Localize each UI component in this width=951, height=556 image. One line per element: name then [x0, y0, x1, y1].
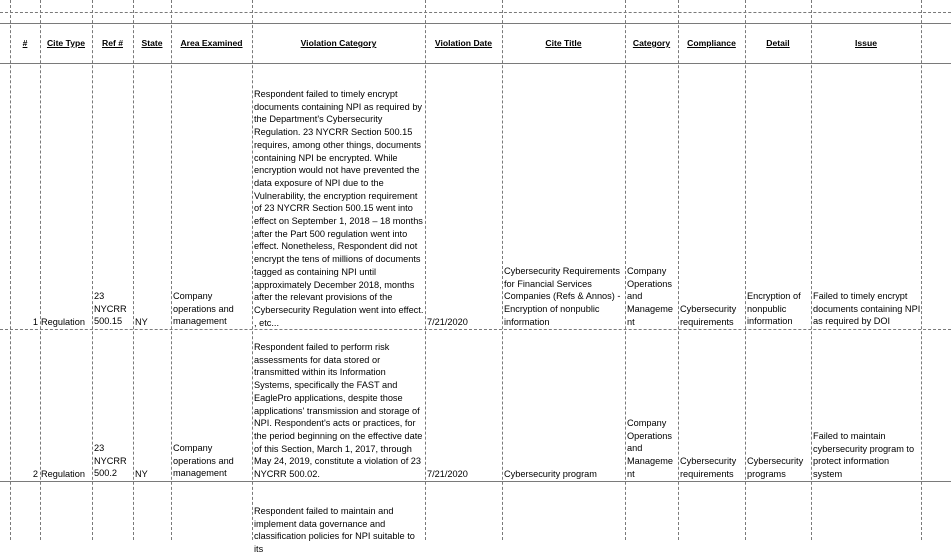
cell-line: for Financial Services — [504, 278, 592, 289]
cell-line: Cybersecurity Regulation went into effect. — [254, 304, 424, 315]
cell-line: effect on September 1, 2018 – 18 months — [254, 216, 423, 227]
cell-line: Failed to timely encrypt — [813, 291, 908, 301]
cell-compliance[interactable] — [680, 455, 745, 480]
column-border — [10, 0, 11, 540]
cell-num[interactable]: 2 — [32, 469, 38, 479]
cell-line: encrypt the tens of millions of documents — [254, 254, 421, 265]
cell-line: Operations — [627, 430, 672, 441]
cell-line: data exposure of NPI due to the — [254, 177, 384, 188]
cell-line: NYCRR 500.02. — [254, 469, 320, 480]
cell-line: documents containing NPI as required by — [254, 101, 423, 112]
cell-line: Cybersecurity — [680, 304, 737, 314]
cell-line: Company — [627, 266, 667, 276]
cell-line: requirements — [680, 468, 734, 479]
column-border — [921, 0, 922, 540]
cell-line: Company — [173, 291, 213, 301]
cell-state[interactable]: NY — [135, 317, 148, 327]
header-compliance[interactable]: Compliance — [687, 38, 736, 48]
cell-line: 500.2 — [94, 468, 117, 479]
cell-line: Company — [627, 418, 667, 428]
column-border — [425, 0, 426, 540]
cell-line: after the Part 500 regulation went into — [254, 228, 408, 239]
cell-line: Respondent failed to maintain and — [254, 506, 394, 516]
column-border — [502, 0, 503, 540]
row-border — [0, 12, 951, 13]
cell-line: effect. Nonetheless, Respondent did not — [254, 241, 418, 252]
cell-line: Cybersecurity — [747, 456, 804, 466]
cell-line: nt — [627, 316, 635, 327]
cell-line: containing NPI be encrypted. While — [254, 152, 398, 163]
cell-line: Encryption of — [747, 291, 801, 301]
column-border — [133, 0, 134, 540]
row-border — [0, 481, 951, 482]
cell-line: NYCRR — [94, 303, 127, 314]
cell-line: May 24, 2019, constitute a violation of 23 — [254, 456, 422, 467]
cell-line: 500.15 — [94, 316, 123, 327]
cell-date[interactable]: 7/21/2020 — [427, 469, 468, 479]
cell-area[interactable] — [173, 442, 252, 480]
cell-line: Systems, specifically the FAST and — [254, 380, 398, 391]
cell-line: Vulnerability, the encryption requirement — [254, 190, 418, 201]
cell-line: Encryption of nonpublic — [504, 304, 600, 315]
column-border — [678, 0, 679, 540]
cell-area[interactable] — [173, 290, 252, 328]
cell-line: Manageme — [627, 304, 673, 315]
header-cite-type[interactable]: Cite Type — [46, 38, 86, 48]
cell-compliance[interactable] — [680, 303, 745, 328]
column-border — [40, 0, 41, 540]
cell-line: operations and — [173, 303, 234, 314]
cell-line: nt — [627, 468, 635, 479]
row-border — [0, 23, 951, 24]
cell-line: cybersecurity program to — [813, 443, 915, 454]
cell-num[interactable]: 1 — [32, 317, 38, 327]
cell-line: NPI. Respondent's acts or practices, for — [254, 418, 416, 429]
cell-line: nonpublic — [747, 303, 787, 314]
header-num[interactable]: # — [22, 38, 28, 48]
cell-line: information — [747, 316, 793, 327]
cell-issue[interactable] — [813, 290, 921, 328]
cell-line: classification policies for NPI suitable to its — [254, 531, 415, 555]
column-border — [745, 0, 746, 540]
header-detail[interactable]: Detail — [766, 38, 790, 48]
column-border — [92, 0, 93, 540]
cell-line: encryption would not have prevented the — [254, 165, 420, 176]
cell-line: Cybersecurity Requirements — [504, 266, 620, 276]
cell-violation[interactable] — [254, 341, 425, 481]
cell-line: system — [813, 469, 843, 480]
cell-category[interactable] — [627, 265, 678, 329]
cell-line: approximately December 2018, months — [254, 279, 415, 290]
cell-ref[interactable] — [94, 290, 133, 328]
cell-ref[interactable] — [94, 442, 133, 480]
cell-cite-title[interactable] — [504, 468, 625, 481]
cell-date[interactable]: 7/21/2020 — [427, 317, 468, 327]
cell-line: of 23 NYCRR Section 500.15 went into — [254, 203, 413, 214]
header-violation-date[interactable]: Violation Date — [434, 38, 493, 48]
cell-line: Companies (Refs & Annos) - — [504, 291, 621, 302]
cell-cite-type[interactable]: Regulation — [41, 317, 85, 327]
cell-line: documents containing NPI — [813, 303, 921, 314]
cell-line: Operations — [627, 278, 672, 289]
header-state[interactable]: State — [141, 38, 163, 48]
cell-line: Cybersecurity program — [504, 469, 597, 479]
cell-line: after the relevant provisions of the — [254, 292, 393, 303]
cell-cite-title[interactable] — [504, 265, 625, 329]
cell-line: operations and — [173, 455, 234, 466]
cell-line: requires, among other things, documents — [254, 139, 421, 150]
cell-line: the period beginning on the effective date — [254, 430, 423, 441]
cell-line: management — [173, 316, 227, 327]
cell-line: of this Section, March 1, 2017, through — [254, 443, 412, 454]
cell-issue[interactable] — [813, 430, 921, 481]
cell-line: Failed to maintain — [813, 431, 886, 441]
cell-cite-type[interactable]: Regulation — [41, 469, 85, 479]
header-cite-title[interactable]: Cite Title — [545, 38, 582, 48]
cell-state[interactable]: NY — [135, 469, 148, 479]
cell-line: requirements — [680, 316, 734, 327]
cell-line: Manageme — [627, 456, 673, 467]
cell-line: tagged as containing NPI until — [254, 266, 377, 277]
cell-line: protect information — [813, 456, 890, 467]
cell-line: Respondent failed to perform risk — [254, 342, 390, 352]
column-border — [811, 0, 812, 540]
header-ref[interactable]: Ref # — [101, 38, 123, 48]
header-area-examined[interactable]: Area Examined — [180, 38, 243, 48]
cell-category[interactable] — [627, 417, 678, 481]
cell-violation[interactable] — [254, 505, 425, 555]
column-border — [625, 0, 626, 540]
cell-line: and — [627, 291, 643, 302]
cell-line: and — [627, 443, 643, 454]
cell-line: Cybersecurity — [680, 456, 737, 466]
cell-detail[interactable] — [747, 290, 811, 328]
cell-detail[interactable] — [747, 455, 811, 480]
cell-line: transmitted within its Information — [254, 367, 386, 378]
cell-line: 23 — [94, 291, 105, 301]
cell-line: Company — [173, 443, 213, 453]
cell-line: Regulation. 23 NYCRR Section 500.15 — [254, 127, 413, 138]
cell-line: NYCRR — [94, 455, 127, 466]
cell-line: EaglePro applications, despite those — [254, 392, 403, 403]
cell-line: , etc... — [254, 317, 280, 328]
cell-line: the Department's Cybersecurity — [254, 114, 383, 125]
column-border — [252, 0, 253, 540]
cell-violation[interactable] — [254, 88, 425, 329]
cell-line: applications' transmission and storage of — [254, 405, 420, 416]
cell-line: programs — [747, 468, 786, 479]
row-border — [0, 329, 951, 330]
cell-line: as required by DOI — [813, 316, 891, 327]
row-border — [0, 63, 951, 64]
cell-line: Respondent failed to timely encrypt — [254, 89, 398, 99]
cell-line: 23 — [94, 443, 105, 453]
header-category[interactable]: Category — [632, 38, 671, 48]
header-issue[interactable]: Issue — [855, 38, 877, 48]
cell-line: information — [504, 316, 550, 327]
cell-line: implement data governance and — [254, 518, 386, 529]
cell-line: management — [173, 468, 227, 479]
column-border — [171, 0, 172, 540]
header-violation-category[interactable]: Violation Category — [300, 38, 377, 48]
cell-line: assessments for data stored or — [254, 354, 381, 365]
